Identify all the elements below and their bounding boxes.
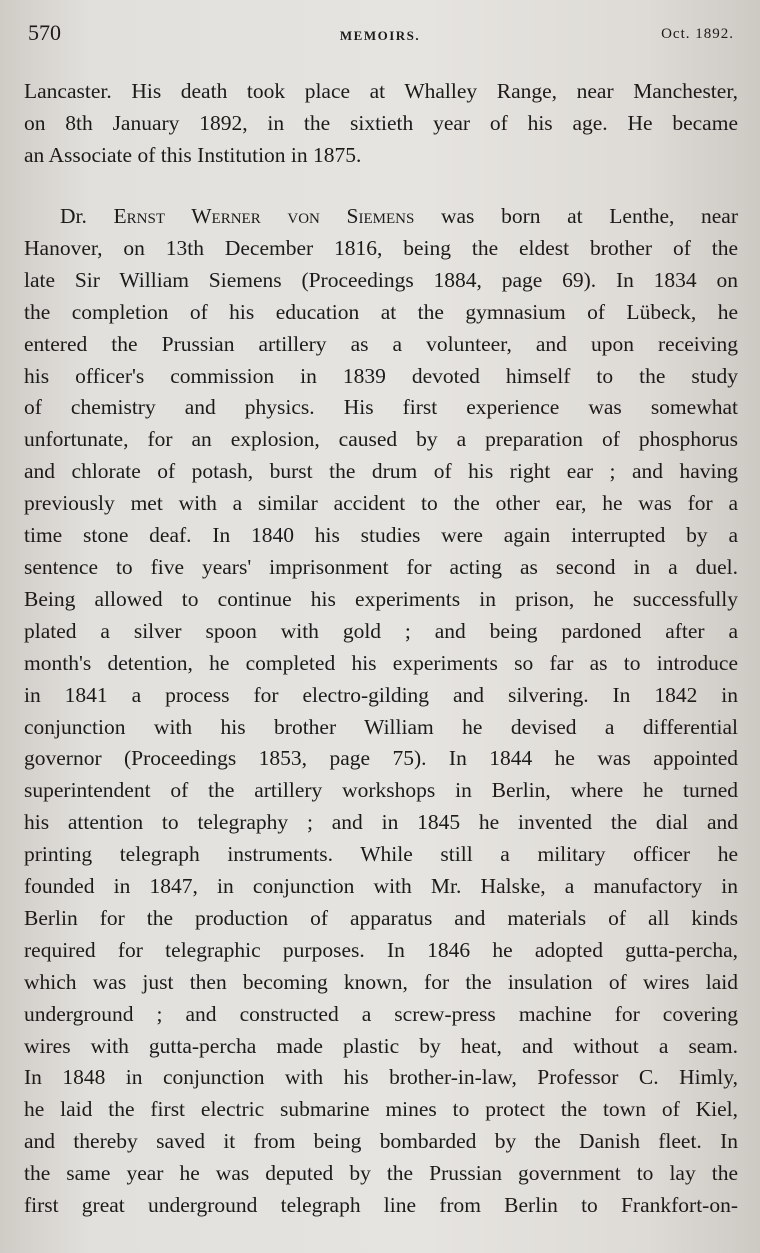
text-line: superintendent of the artillery workshops in Berlin, where he turned xyxy=(24,778,738,803)
text-line: time stone deaf. In 1840 his studies were again interrupted by a xyxy=(24,523,738,548)
text-line: which was just then becoming known, for the insulation of wires laid xyxy=(24,969,738,994)
text-line: Berlin for the production of apparatus and materials of all kinds xyxy=(24,905,738,930)
text-line: of chemistry and physics. His first experience was somewhat xyxy=(24,395,738,420)
text-line: In 1848 in conjunction with his brother-in-law, Professor C. Himly, xyxy=(24,1065,738,1090)
text-line: his attention to telegraphy ; and in 1845 he invented the dial and xyxy=(24,810,738,835)
text-line: plated a silver spoon with gold ; and being pardoned after a xyxy=(24,618,738,643)
text-line: governor (Proceedings 1853, page 75). In 1844 he was appointed xyxy=(24,746,738,771)
text-line: the same year he was deputed by the Prussian government to lay the xyxy=(24,1161,738,1186)
running-date: Oct. 1892. xyxy=(661,26,734,42)
title-prefix: Dr. xyxy=(60,204,87,228)
text-line: conjunction with his brother William he devised a differential xyxy=(24,714,738,739)
text-line: on 8th January 1892, in the sixtieth year of his age. He became xyxy=(24,110,738,135)
text-line: required for telegraphic purposes. In 1846 he adopted gutta-percha, xyxy=(24,937,738,962)
text-line: founded in 1847, in conjunction with Mr. Halske, a manufactory in xyxy=(24,874,738,899)
paragraph-lancaster xyxy=(24,76,738,172)
text-line: an Associate of this Institution in 1875. xyxy=(24,142,362,167)
text-line: wires with gutta-percha made plastic by heat, and without a seam. xyxy=(24,1033,738,1058)
text-line: entered the Prussian artillery as a volunteer, and upon receiving xyxy=(24,331,738,356)
text-line: printing telegraph instruments. While still a military officer he xyxy=(24,842,738,867)
text-line: he laid the first electric submarine mines to protect the town of Kiel, xyxy=(24,1097,738,1122)
text-line: and chlorate of potash, burst the drum of his right ear ; and having xyxy=(24,459,738,484)
text-line: Hanover, on 13th December 1816, being the eldest brother of the xyxy=(24,235,738,260)
page-number: 570 xyxy=(28,20,61,45)
text-line: and thereby saved it from being bombarded by the Danish fleet. In xyxy=(24,1129,738,1154)
text-line: the completion of his education at the gymnasium of Lübeck, he xyxy=(24,299,738,324)
text-line: in 1841 a process for electro-gilding and silvering. In 1842 in xyxy=(24,682,738,707)
text-line: Lancaster. His death took place at Whalley Range, near Manchester, xyxy=(24,79,738,103)
text-line: Being allowed to continue his experiments in prison, he successfully xyxy=(24,586,738,611)
paragraph-siemens-memoir xyxy=(24,201,738,1222)
text-line: sentence to five years' imprisonment for acting as second in a duel. xyxy=(24,554,738,579)
subject-name: Ernst Werner von Siemens xyxy=(113,204,415,228)
running-title: MEMOIRS. xyxy=(339,28,421,43)
page-header xyxy=(22,20,738,50)
first-line-rest: was born at Lenthe, near xyxy=(440,204,739,228)
text-line: his officer's commission in 1839 devoted himself to the study xyxy=(24,363,738,388)
text-line: late Sir William Siemens (Proceedings 1884, page 69). In 1834 on xyxy=(24,267,738,292)
text-line: underground ; and constructed a screw-press machine for covering xyxy=(24,1001,738,1026)
text-line: unfortunate, for an explosion, caused by a preparation of phosphorus xyxy=(24,427,738,452)
text-line-first xyxy=(24,201,738,233)
text-line: month's detention, he completed his experiments so far as to introduce xyxy=(24,650,738,675)
text-line: previously met with a similar accident to the other ear, he was for a xyxy=(24,491,738,516)
text-line: first great underground telegraph line from Berlin to Frankfort-on- xyxy=(24,1193,738,1218)
